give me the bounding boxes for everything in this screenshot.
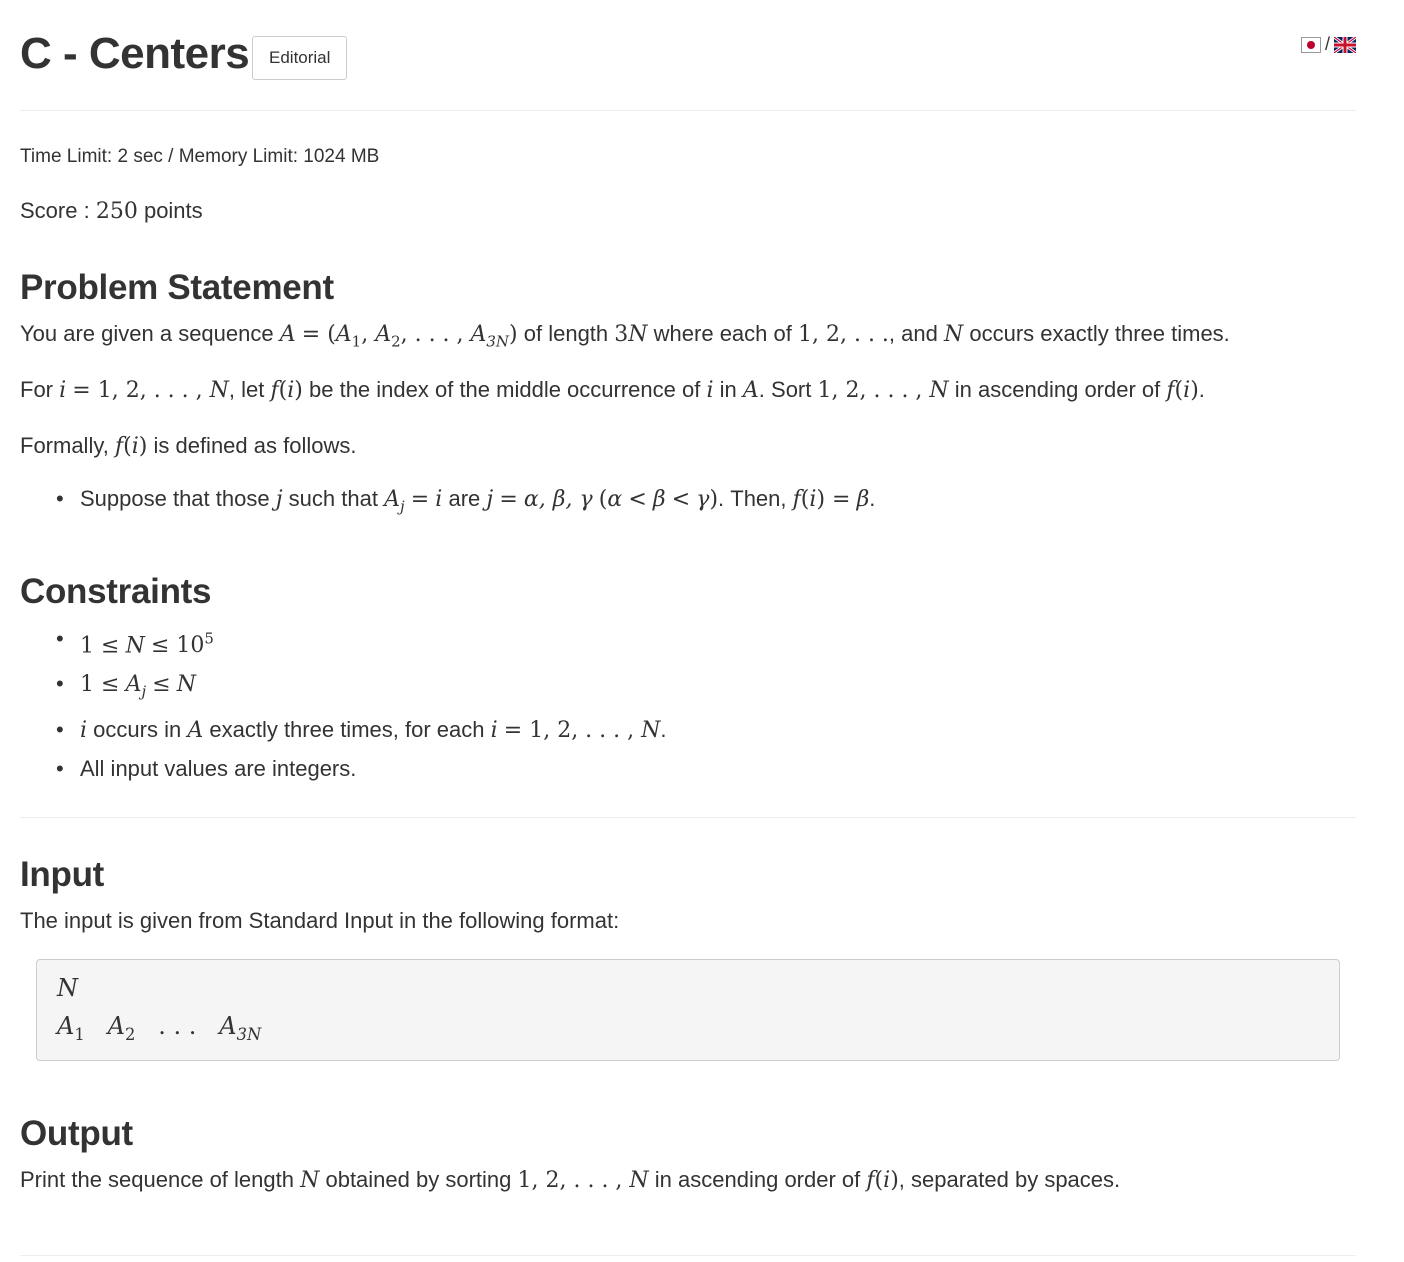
section-divider (20, 1255, 1356, 1256)
input-format-block: N $A_1$ $A_2$ . . . $A_{3N}$ (36, 959, 1340, 1061)
page-title: C - Centers (20, 29, 250, 78)
section-divider (20, 817, 1356, 818)
statement-paragraph-1: You are given a sequence $A = (A_1$, $A_2$, . . . , $A_{3N}$) of length 3N where each of 1, 2, . . ., and N occurs exactly three times. (20, 321, 1230, 351)
input-heading: Input (20, 855, 105, 894)
list-item: • $1 \le A_j \le N$ (56, 665, 667, 710)
constraints-heading: Constraints (20, 572, 212, 611)
input-description: The input is given from Standard Input in the following format: (20, 908, 620, 933)
list-item: • All input values are integers. (56, 750, 667, 788)
uk-flag-icon[interactable] (1334, 37, 1356, 53)
score-line: Score : 250 points (20, 198, 203, 224)
time-memory-limits: Time Limit: 2 sec / Memory Limit: 1024 MB (20, 146, 380, 167)
japan-flag-icon[interactable] (1301, 37, 1321, 53)
problem-page (20, 0, 1356, 1193)
constraints-list (56, 620, 667, 788)
language-separator: / (1324, 34, 1330, 54)
problem-header (20, 0, 1356, 111)
output-description: Print the sequence of length N obtained by sorting 1, 2, . . . , N in ascending order of f(i), separated by spaces. (20, 1167, 1121, 1193)
statement-paragraph-3: Formally, f(i) is defined as follows. (20, 433, 357, 459)
editorial-button[interactable]: Editorial (252, 36, 347, 80)
output-heading: Output (20, 1114, 133, 1153)
definition-list (56, 486, 875, 515)
score-value: 250 (95, 199, 138, 224)
language-switcher (1301, 34, 1356, 55)
list-item: • i occurs in A exactly three times, for each i = 1, 2, . . . , N. (56, 711, 667, 750)
list-item: • $1 \le N \le 10^5$ (56, 620, 667, 665)
list-item: • Suppose that those j such that $A_j = i$ are j = α, β, γ (α < β < γ). Then, f(i) = β. (56, 486, 875, 515)
statement-paragraph-2: For i = 1, 2, . . . , N, let f(i) be the index of the middle occurrence of i in A. Sort 1, 2, . . . , N in ascending order of f(i). (20, 377, 1205, 403)
problem-statement-heading: Problem Statement (20, 268, 334, 307)
